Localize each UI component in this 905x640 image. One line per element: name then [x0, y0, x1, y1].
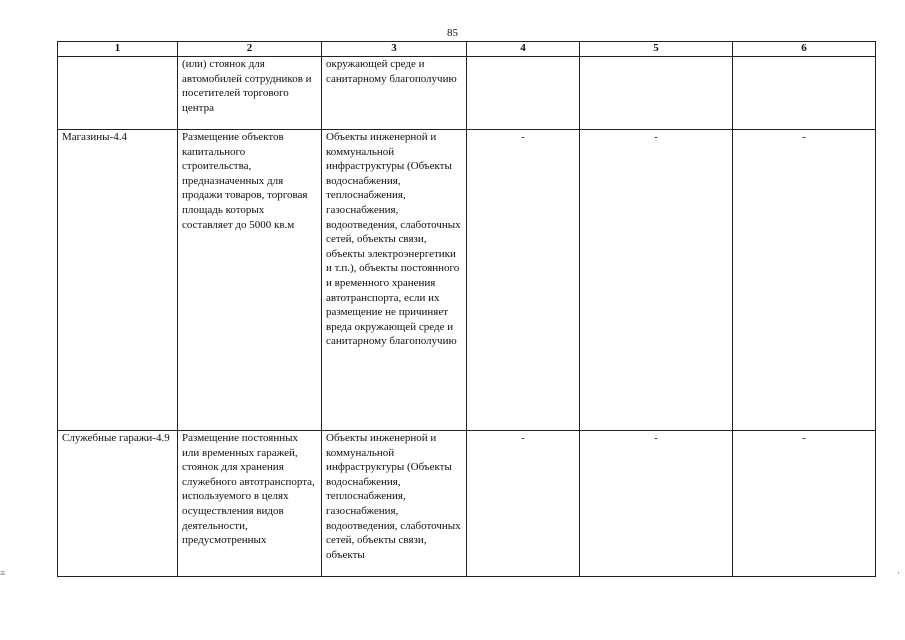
table-header-row — [58, 42, 876, 57]
table-row — [58, 130, 876, 431]
cell-text: Магазины-4.4 — [62, 131, 127, 143]
cell-text: - — [654, 432, 658, 444]
cell-auxiliary-uses — [322, 57, 467, 130]
column-header-5: 5 — [580, 42, 733, 57]
cell-col4 — [467, 431, 580, 577]
cell-description — [178, 431, 322, 577]
cell-text: Объекты инженерной и коммунальной инфраструктуры (Объекты водоснабжения, теплоснабжения, газоснабжения, водоотведения, слаботочных сетей, объекты связи, объекты — [326, 432, 461, 561]
cell-text: - — [521, 131, 525, 143]
cell-text: Служебные гаражи-4.9 — [62, 432, 170, 444]
cell-text: (или) стоянок для автомобилей сотрудников и посетителей торгового центра — [182, 58, 312, 114]
table-row — [58, 431, 876, 577]
cell-use-type — [58, 130, 178, 431]
column-header-2: 2 — [178, 42, 322, 57]
cell-description — [178, 130, 322, 431]
scan-margin-mark-right: · — [897, 568, 900, 578]
cell-col5 — [580, 57, 733, 130]
cell-text: - — [654, 131, 658, 143]
cell-text: окружающей среде и санитарному благополучию — [326, 58, 457, 85]
cell-text: - — [802, 131, 806, 143]
column-header-6: 6 — [733, 42, 876, 57]
cell-col6 — [733, 431, 876, 577]
cell-text: Размещение постоянных или временных гаражей, стоянок для хранения служебного автотранспорта, используемого в целях осуществления видов деятельности, предусмотренных — [182, 432, 315, 547]
cell-text: - — [802, 432, 806, 444]
column-header-4: 4 — [467, 42, 580, 57]
cell-col6 — [733, 57, 876, 130]
cell-col5 — [580, 431, 733, 577]
cell-description — [178, 57, 322, 130]
table-row — [58, 57, 876, 130]
cell-text: Объекты инженерной и коммунальной инфраструктуры (Объекты водоснабжения, теплоснабжения, газоснабжения, водоотведения, слаботочных сетей, объекты связи, объекты электроэнергетики и т.п.), объекты постоянного и временного хранения автотранспорта, если их размещение не причиняет вреда окружающей среде и санитарному благополучию — [326, 131, 461, 348]
page-number: 85 — [447, 27, 458, 39]
cell-text: Размещение объектов капитального строительства, предназначенных для продажи товаров, торговая площадь которых составляет до 5000 кв.м — [182, 131, 308, 231]
cell-use-type — [58, 57, 178, 130]
cell-auxiliary-uses — [322, 130, 467, 431]
cell-col5 — [580, 130, 733, 431]
zoning-table — [57, 41, 876, 577]
column-header-1: 1 — [58, 42, 178, 57]
scan-margin-mark-left: ≡ — [0, 568, 6, 578]
cell-use-type — [58, 431, 178, 577]
cell-auxiliary-uses — [322, 431, 467, 577]
cell-col6 — [733, 130, 876, 431]
cell-col4 — [467, 57, 580, 130]
column-header-3: 3 — [322, 42, 467, 57]
cell-text: - — [521, 432, 525, 444]
cell-col4 — [467, 130, 580, 431]
